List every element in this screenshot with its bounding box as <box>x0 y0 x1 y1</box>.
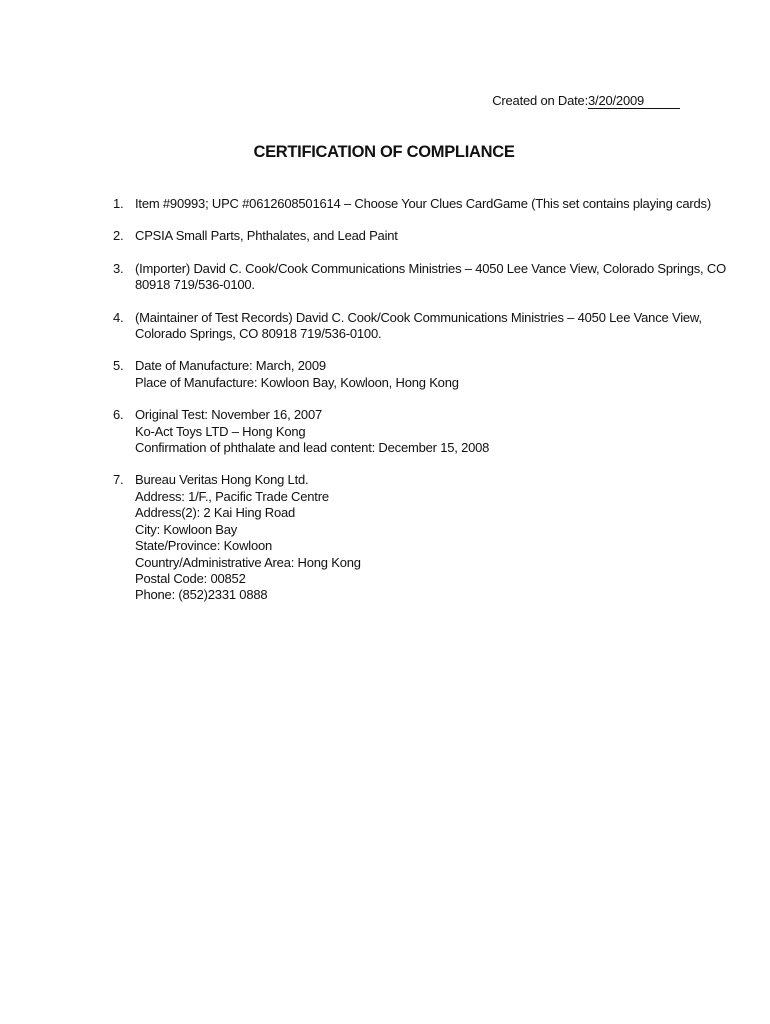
list-item-number: 1. <box>113 196 124 211</box>
list-item <box>113 228 693 244</box>
list-item-line: Date of Manufacture: March, 2009 <box>135 358 326 374</box>
list-item <box>113 260 726 294</box>
list-item-body <box>135 407 693 456</box>
document-title: CERTIFICATION OF COMPLIANCE <box>253 143 515 161</box>
list-item-number: 7. <box>113 472 124 488</box>
created-on-date <box>492 93 680 109</box>
list-item-line: (Importer) David C. Cook/Cook Communications Ministries – 4050 Lee Vance View, Colorado Springs, CO <box>135 260 726 276</box>
list-item-line: Bureau Veritas Hong Kong Ltd. <box>135 472 309 488</box>
list-item-line: Postal Code: 00852 <box>135 570 246 586</box>
list-item-line: Place of Manufacture: Kowloon Bay, Kowloon, Hong Kong <box>135 374 459 390</box>
list-item-number: 4. <box>113 309 124 325</box>
list-item-line: (Maintainer of Test Records) David C. Cook/Cook Communications Ministries – 4050 Lee Vance View, <box>135 309 702 325</box>
list-item-line: Colorado Springs, CO 80918 719/536-0100. <box>135 326 382 342</box>
list-item-number: 2. <box>113 228 124 244</box>
list-item <box>113 407 693 456</box>
list-item <box>113 472 693 603</box>
list-item-line: CPSIA Small Parts, Phthalates, and Lead Paint <box>135 228 398 244</box>
compliance-list <box>113 196 726 620</box>
list-item-line: Confirmation of phthalate and lead content: December 15, 2008 <box>135 440 490 456</box>
list-item-line: City: Kowloon Bay <box>135 521 238 537</box>
list-item-body <box>135 228 693 244</box>
list-item <box>113 196 711 212</box>
list-item-body <box>135 472 693 603</box>
list-item-line: Address: 1/F., Pacific Trade Centre <box>135 488 329 504</box>
list-item-line: Country/Administrative Area: Hong Kong <box>135 554 361 570</box>
list-item-body <box>135 261 726 294</box>
list-item-line: State/Province: Kowloon <box>135 538 273 554</box>
list-item-number: 6. <box>113 407 124 423</box>
list-item-line: Original Test: November 16, 2007 <box>135 407 323 423</box>
list-item-line: 80918 719/536-0100. <box>135 277 255 293</box>
created-on-date-value: 3/20/2009 <box>588 94 680 109</box>
list-item-line: Phone: (852)2331 0888 <box>135 587 268 603</box>
list-item-body <box>135 310 702 343</box>
list-item-body <box>135 358 693 391</box>
list-item-line: Ko-Act Toys LTD – Hong Kong <box>135 423 306 439</box>
list-item-number: 3. <box>113 260 124 276</box>
list-item-number: 5. <box>113 358 124 374</box>
list-item-body <box>135 196 711 212</box>
list-item <box>113 358 693 391</box>
list-item-line: Address(2): 2 Kai Hing Road <box>135 505 296 521</box>
list-item-line: Item #90993; UPC #0612608501614 – Choose Your Clues CardGame (This set contains playing cards) <box>135 196 711 211</box>
list-item <box>113 309 702 343</box>
created-on-label: Created on Date: <box>492 93 588 108</box>
